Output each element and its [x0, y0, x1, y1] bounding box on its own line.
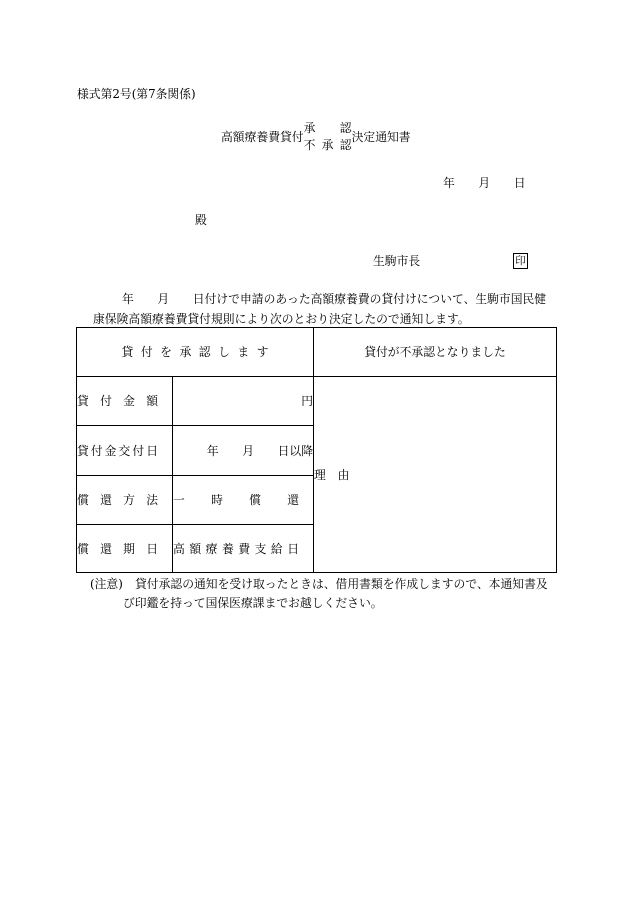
rejected-header-cell	[314, 328, 557, 377]
rejected-header: 貸付が不承認となりました	[364, 345, 506, 359]
approved-header-cell	[77, 328, 314, 377]
repayment-method-value-cell	[173, 476, 314, 525]
repayment-date-label: 償 還 期 日	[77, 541, 158, 556]
body-text-line-2: 康保険高額療養費貸付規則により次のとおり決定したので通知します。	[93, 312, 470, 326]
title-suffix: 決定通知書	[351, 130, 411, 144]
reason-cell	[314, 377, 557, 573]
decision-table	[76, 327, 557, 573]
issue-date-line: 年 月 日	[443, 176, 526, 190]
note-text-line-1: 貸付承認の通知を受け取ったときは、借用書類を作成しますので、本通知書及	[135, 577, 548, 591]
loan-amount-label-cell	[77, 377, 173, 426]
disbursement-date-value: 年 月 日以降	[206, 443, 313, 458]
seal-mark: 印	[513, 253, 528, 269]
title-choice-stack	[304, 120, 352, 154]
repayment-method-label: 償 還 方 法	[77, 493, 158, 507]
repayment-method-label-cell	[77, 476, 173, 525]
repayment-date-value: 高 額 療 養 費 支 給 日	[173, 541, 299, 556]
loan-amount-value-cell	[173, 377, 314, 426]
addressee-honorific: 殿	[195, 213, 207, 227]
disbursement-date-label-cell	[77, 426, 173, 476]
loan-amount-label: 貸 付 金 額	[77, 394, 158, 408]
body-text-line-1: 年 月 日付けで申請のあった高額療養費の貸付けについて、生駒市国民健	[122, 292, 547, 306]
approved-header: 貸 付 を 承 認 し ま す	[121, 345, 269, 359]
disbursement-date-value-cell	[173, 426, 314, 476]
title-choice-reject: 不 承 認	[303, 138, 352, 152]
document-title	[221, 120, 411, 154]
table-header-row	[77, 328, 557, 377]
repayment-date-value-cell	[173, 525, 314, 573]
note-text-line-2: び印鑑を持って国保医療課までお越しください。	[123, 596, 383, 610]
repayment-method-value: 一 時 償 還	[173, 493, 299, 507]
repayment-date-label-cell	[77, 525, 173, 573]
title-choice-approve: 承 認	[303, 121, 352, 135]
disbursement-date-label: 貸付金交付日	[77, 443, 158, 458]
form-number: 様式第2号(第7条関係)	[77, 87, 196, 101]
table-row	[77, 377, 557, 426]
issuer-name: 生駒市長	[373, 254, 421, 268]
loan-amount-unit: 円	[301, 394, 313, 408]
title-prefix: 高額療養費貸付	[221, 130, 304, 144]
note-label: (注意)	[90, 577, 123, 591]
reason-label: 理 由	[314, 467, 350, 482]
